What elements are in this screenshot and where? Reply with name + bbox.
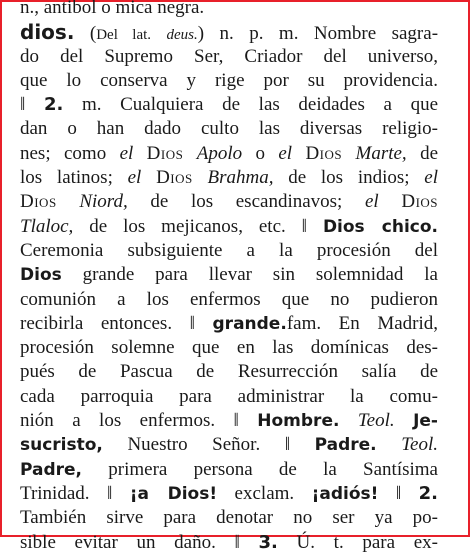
entry-text xyxy=(193,167,208,188)
text-line xyxy=(20,385,438,409)
text-line xyxy=(20,0,438,20)
entry-text: comunión a los enfermos que no pudieron xyxy=(20,288,438,310)
entry-text: ( xyxy=(74,23,97,45)
entry-text: de xyxy=(406,142,438,164)
bold-term: 2. xyxy=(418,482,439,504)
text-line xyxy=(20,239,438,263)
entry-text: sible evitar un daño. ‖ xyxy=(20,531,259,553)
italic-text: Marte, xyxy=(355,142,407,164)
entry-text xyxy=(342,143,355,164)
entry-text: ) n. p. m. Nombre sagra- xyxy=(197,23,439,45)
entry-text xyxy=(133,143,146,164)
entry-text: Nuestro Señor. ‖ xyxy=(102,434,315,456)
entry-text: ‖ xyxy=(378,482,419,504)
text-line xyxy=(20,166,438,190)
entry-text: exclam. xyxy=(217,482,312,504)
entry-text xyxy=(379,191,402,212)
text-line xyxy=(20,482,438,506)
text-line xyxy=(20,215,438,239)
entry-text xyxy=(57,191,80,212)
entry-text: primera persona de la Santísima xyxy=(82,458,438,480)
italic-text: Brahma, xyxy=(207,167,274,189)
entry-text: recibirla entonces. ‖ xyxy=(20,312,213,334)
bold-term: ¡adiós! xyxy=(311,483,379,504)
entry-text: los latinos; xyxy=(20,167,128,189)
text-line xyxy=(20,69,438,93)
entry-text: cada parroquia para administrar la comu- xyxy=(20,385,438,407)
text-line xyxy=(20,531,438,555)
entry-text xyxy=(377,434,402,455)
entry-text: Ceremonia subsiguiente a la procesión del xyxy=(20,239,438,261)
entry-text: Dios xyxy=(146,142,184,164)
text-line xyxy=(20,45,438,69)
entry-text: nes; como xyxy=(20,142,120,164)
entry-text: Del lat. xyxy=(96,27,152,44)
italic-text: el xyxy=(119,142,134,164)
entry-text: grande para llevar sin solemnidad la xyxy=(61,264,438,286)
entry-text: Dios xyxy=(20,191,57,213)
text-line xyxy=(20,433,438,457)
entry-text: Dios xyxy=(401,191,439,213)
italic-text: Tlaloc, xyxy=(20,215,74,237)
entry-text xyxy=(395,410,413,431)
text-line xyxy=(20,263,438,287)
entry-text: También sirve para denotar no ser ya po- xyxy=(20,507,438,529)
text-line xyxy=(20,190,438,214)
entry-text: Dios xyxy=(305,142,343,164)
italic-text: Apolo xyxy=(196,142,243,164)
italic-text: Teol. xyxy=(357,410,395,432)
italic-text: Niord, xyxy=(79,191,128,213)
entry-text: o xyxy=(242,142,279,164)
entry-text: m. Cualquiera de las deidades a que xyxy=(63,94,438,116)
text-line xyxy=(20,409,438,433)
bold-term: Dios xyxy=(20,265,62,286)
dictionary-entry-dios xyxy=(20,0,438,555)
text-line xyxy=(20,458,438,482)
italic-text: deus. xyxy=(166,27,198,44)
bold-term: 3. xyxy=(258,531,278,553)
bold-term: Padre. xyxy=(314,435,377,456)
italic-text: el xyxy=(424,167,439,189)
entry-text: nión a los enfermos. ‖ xyxy=(20,410,258,432)
bold-term: Je- xyxy=(413,411,438,432)
bold-term: ¡a Dios! xyxy=(129,483,218,504)
italic-text: el xyxy=(127,167,142,189)
bold-term: Hombre. xyxy=(257,411,340,432)
bold-term: dios. xyxy=(20,20,75,45)
entry-text: ‖ xyxy=(20,94,44,116)
entry-text: dan o han dado culto las diversas religio- xyxy=(20,118,438,140)
bold-term: Padre, xyxy=(20,459,83,480)
bold-term: grande. xyxy=(212,313,287,334)
italic-text: Teol. xyxy=(401,434,438,456)
entry-text: de los escandinavos; xyxy=(127,191,365,213)
entry-text: Ú. t. para ex- xyxy=(277,531,438,553)
entry-text xyxy=(141,167,156,188)
entry-text: pués de Pascua de Resurrección salía de xyxy=(20,361,438,383)
text-line xyxy=(20,288,438,312)
text-line xyxy=(20,312,438,336)
entry-text: n., antibol o mica negra. xyxy=(20,0,205,18)
bold-term: 2. xyxy=(43,94,64,116)
text-line xyxy=(20,336,438,360)
text-line xyxy=(20,506,438,530)
entry-text: procesión solemne que en las domínicas des- xyxy=(20,337,438,359)
entry-text: de los mejicanos, etc. ‖ xyxy=(73,215,323,237)
entry-text xyxy=(183,143,196,164)
entry-text xyxy=(151,23,166,44)
entry-text xyxy=(292,143,305,164)
bold-term: Dios chico. xyxy=(322,216,438,237)
entry-text: Trinidad. ‖ xyxy=(20,482,130,504)
entry-text: fam. En Madrid, xyxy=(286,312,438,334)
text-line xyxy=(20,360,438,384)
entry-text: do del Supremo Ser, Criador del universo, xyxy=(20,45,438,67)
entry-text: que lo conserva y rige por su providencia. xyxy=(20,69,438,91)
entry-text xyxy=(339,410,357,431)
text-line xyxy=(20,142,438,166)
italic-text: el xyxy=(278,142,293,164)
text-line xyxy=(20,20,438,44)
text-line xyxy=(20,117,438,141)
bold-term: sucristo, xyxy=(20,435,103,456)
italic-text: el xyxy=(364,191,379,213)
entry-text: de los indios; xyxy=(273,167,425,189)
text-line xyxy=(20,93,438,117)
entry-text: Dios xyxy=(156,167,193,189)
